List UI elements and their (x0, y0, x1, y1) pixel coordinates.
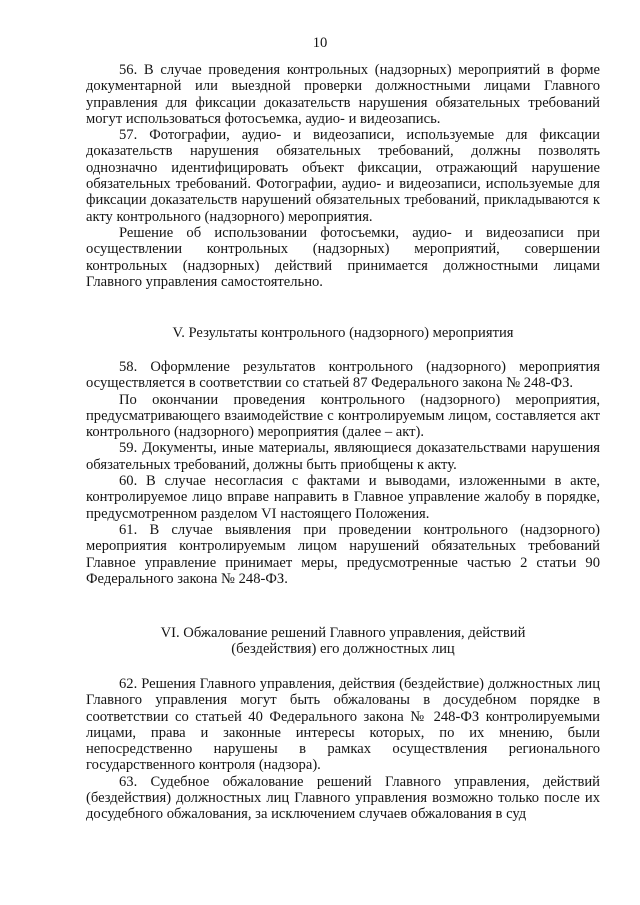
paragraph-59: 59. Документы, иные материалы, являющиеся доказательствами нарушения обязательных требований, должны быть приобщены к акту. (86, 440, 600, 473)
section-6-heading (86, 625, 600, 658)
page-number: 10 (312, 35, 328, 51)
section-5-body (86, 359, 600, 587)
section-pre-body (86, 62, 600, 290)
section-6-heading-line-2: (бездействия) его должностных лиц (231, 641, 455, 658)
paragraph-57: 57. Фотографии, аудио- и видеозаписи, используемые для фиксации доказательств нарушения обязательных требований, должны позволять однозначно идентифицировать объект фиксации, отражающий нарушение обязательных требований. Фотографии, аудио- и видеозаписи, используемые для фиксации доказательств нарушений обязательных требований, прикладываются к акту контрольного (надзорного) мероприятия. (86, 127, 600, 225)
paragraph-56: 56. В случае проведения контрольных (надзорных) мероприятий в форме документарной или выездной проверки должностными лицами Главного управления для фиксации доказательств нарушения обязательных требований могут использоваться фотосъемка, аудио- и видеозапись. (86, 62, 600, 127)
paragraph-act: По окончании проведения контрольного (надзорного) мероприятия, предусматривающего взаимодействие с контролируемым лицом, составляется акт контрольного (надзорного) мероприятия (далее – акт). (86, 391, 600, 441)
section-5-heading: V. Результаты контрольного (надзорного) мероприятия (172, 325, 514, 341)
paragraph-61: 61. В случае выявления при проведении контрольного (надзорного) мероприятия контролируемым лицом нарушений обязательных требований Главное управление принимает меры, предусмотренные частью 2 статьи 90 Федерального закона № 248-ФЗ. (86, 521, 600, 587)
paragraph-63: 63. Судебное обжалование решений Главного управления, действий (бездействия) должностных лиц Главного управления возможно только после их досудебного обжалования, за исключением случаев обжалования в суд (86, 773, 600, 823)
paragraph-58: 58. Оформление результатов контрольного (надзорного) мероприятия осуществляется в соответствии со статьей 87 Федерального закона № 248-ФЗ. (86, 359, 600, 392)
paragraph-60: 60. В случае несогласия с фактами и выводами, изложенными в акте, контролируемое лицо вправе направить в Главное управление жалобу в порядке, предусмотренном разделом VI настоящего Положения. (86, 473, 600, 522)
paragraph-photo-decision: Решение об использовании фотосъемки, аудио- и видеозаписи при осуществлении контрольных (надзорных) мероприятий, совершении контрольных (надзорных) действий принимается должностными лицами Главного управления самостоятельно. (86, 224, 600, 290)
section-6-body (86, 676, 600, 823)
section-6-heading-line-1: VI. Обжалование решений Главного управления, действий (160, 625, 526, 641)
paragraph-62: 62. Решения Главного управления, действия (бездействие) должностных лиц Главного управления могут быть обжалованы в досудебном порядке в соответствии со статьей 40 Федерального закона № 248-ФЗ контролируемыми лицами, права и законные интересы которых, по их мнению, были непосредственно нарушены в рамках осуществления регионального государственного контроля (надзора). (86, 676, 600, 774)
